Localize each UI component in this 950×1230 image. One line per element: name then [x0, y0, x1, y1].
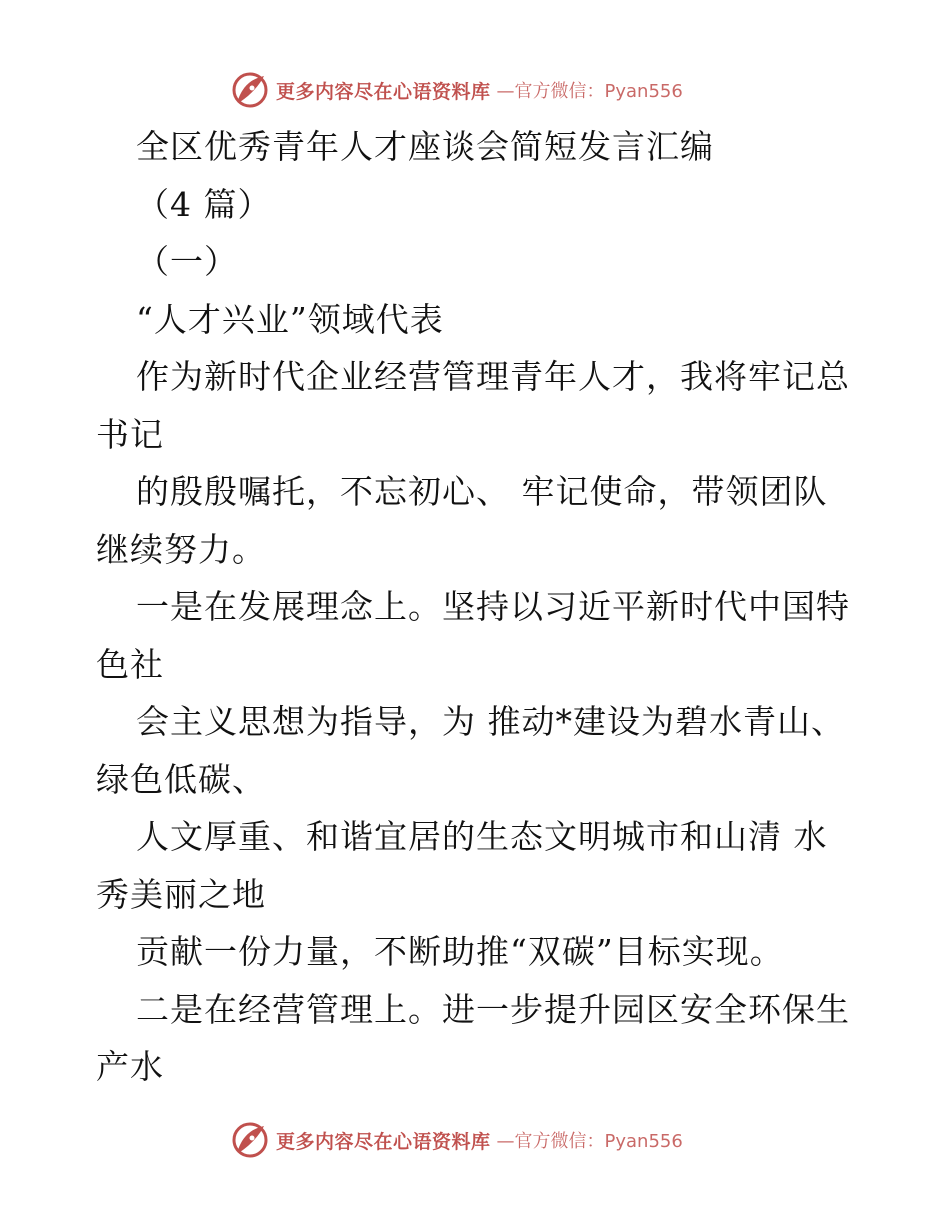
fountain-pen-logo-icon [230, 1120, 270, 1160]
paragraph-line: 人文厚重、和谐宜居的生态文明城市和山清 水 [136, 817, 828, 856]
paragraph-line: 产水 [96, 1047, 164, 1086]
header-banner [230, 70, 683, 110]
banner-contact-text: —官方微信：Pyan556 [496, 1131, 683, 1152]
document-title: 全区优秀青年人才座谈会简短发言汇编 [136, 127, 714, 166]
paragraph-line: 书记 [96, 414, 164, 454]
paragraph-line: 继续努力。 [96, 529, 266, 569]
section-number: （一） [136, 242, 238, 281]
paragraph-line: 色社 [96, 644, 164, 684]
paragraph-line: 秀美丽之地 [96, 874, 266, 914]
paragraph-line: 二是在经营管理上。进一步提升园区安全环保生 [136, 989, 850, 1029]
footer-banner [230, 1120, 683, 1160]
paragraph-line: 的殷殷嘱托，不忘初心、 牢记使命，带领团队 [136, 472, 828, 511]
paragraph-line: 会主义思想为指导，为 推动*建设为碧水青山、 [136, 702, 845, 741]
paragraph-line: 作为新时代企业经营管理青年人才，我将牢记总 [136, 357, 850, 396]
paragraph-line: 绿色低碳、 [96, 759, 266, 799]
banner-lead-text: 更多内容尽在心语资料库 [276, 1130, 491, 1153]
banner-lead-text: 更多内容尽在心语资料库 [276, 80, 491, 103]
paragraph-line: 贡献一份力量，不断助推“双碳”目标实现。 [136, 932, 784, 971]
banner-contact-text: —官方微信：Pyan556 [496, 81, 683, 102]
paragraph-line: 一是在发展理念上。坚持以习近平新时代中国特 [136, 587, 850, 626]
article-count: （4 篇） [136, 184, 272, 224]
document-body [96, 118, 866, 1096]
section-heading: “人才兴业”领域代表 [136, 299, 444, 339]
fountain-pen-logo-icon [230, 70, 270, 110]
